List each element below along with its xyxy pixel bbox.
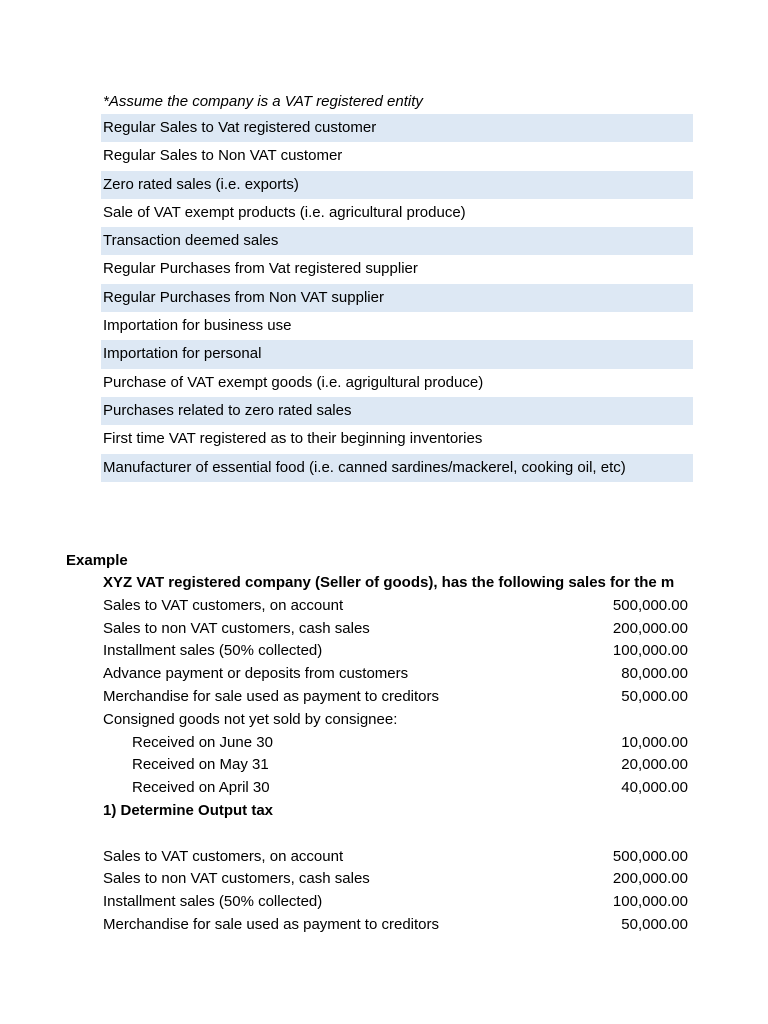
vat-transaction-row: Sale of VAT exempt products (i.e. agricultural produce) bbox=[103, 203, 466, 221]
sales-row bbox=[103, 618, 695, 641]
output-tax-row bbox=[103, 891, 695, 914]
consigned-row-amount: 40,000.00 bbox=[621, 779, 688, 797]
output-tax-row-label: Sales to non VAT customers, cash sales bbox=[103, 870, 370, 888]
output-tax-row-amount: 50,000.00 bbox=[621, 915, 688, 933]
output-tax-row-amount: 500,000.00 bbox=[612, 847, 688, 865]
sales-row bbox=[103, 686, 695, 709]
example-block bbox=[103, 572, 695, 937]
consigned-row-amount: 20,000.00 bbox=[621, 756, 688, 774]
example-intro bbox=[103, 572, 695, 595]
output-tax-row-label: Installment sales (50% collected) bbox=[103, 893, 323, 911]
vat-transaction-row: Transaction deemed sales bbox=[101, 227, 693, 255]
output-tax-row-label: Merchandise for sale used as payment to creditors bbox=[103, 915, 439, 933]
question-heading bbox=[103, 800, 695, 823]
example-heading: Example bbox=[66, 552, 128, 569]
sales-row-label: Merchandise for sale used as payment to creditors bbox=[103, 687, 439, 705]
sales-row-amount: 80,000.00 bbox=[621, 665, 688, 683]
consigned-row bbox=[103, 732, 695, 755]
vat-transaction-row: Importation for personal bbox=[101, 340, 693, 368]
spacer-row bbox=[103, 823, 695, 846]
consigned-row bbox=[103, 777, 695, 800]
vat-transaction-row: Regular Sales to Non VAT customer bbox=[103, 147, 343, 165]
vat-transaction-row: Importation for business use bbox=[103, 317, 292, 335]
vat-transaction-list bbox=[101, 114, 693, 482]
sales-row bbox=[103, 663, 695, 686]
sales-row-label: Sales to VAT customers, on account bbox=[103, 596, 344, 614]
vat-transaction-row: Regular Purchases from Non VAT supplier bbox=[101, 284, 693, 312]
output-tax-row bbox=[103, 868, 695, 891]
question-heading-text: 1) Determine Output tax bbox=[103, 801, 274, 819]
sales-row-amount: 200,000.00 bbox=[612, 619, 688, 637]
consigned-row-label: Received on June 30 bbox=[132, 733, 273, 751]
vat-transaction-row: Purchase of VAT exempt goods (i.e. agrigultural produce) bbox=[103, 373, 484, 391]
consigned-heading-label: Consigned goods not yet sold by consignee: bbox=[103, 710, 398, 728]
consigned-row bbox=[103, 754, 695, 777]
sales-row-amount: 500,000.00 bbox=[612, 596, 688, 614]
vat-transaction-row: Manufacturer of essential food (i.e. canned sardines/mackerel, cooking oil, etc) bbox=[101, 454, 693, 482]
vat-transaction-row: Purchases related to zero rated sales bbox=[101, 397, 693, 425]
consigned-row-amount: 10,000.00 bbox=[621, 733, 688, 751]
sales-row-label: Installment sales (50% collected) bbox=[103, 642, 323, 660]
vat-assumption-note: *Assume the company is a VAT registered entity bbox=[103, 93, 423, 110]
sales-row bbox=[103, 640, 695, 663]
vat-transaction-row: First time VAT registered as to their beginning inventories bbox=[103, 430, 483, 448]
example-intro-text: XYZ VAT registered company (Seller of goods), has the following sales for the m bbox=[103, 574, 675, 591]
sales-row-label: Sales to non VAT customers, cash sales bbox=[103, 619, 370, 637]
consigned-heading bbox=[103, 709, 695, 732]
sales-row-label: Advance payment or deposits from customers bbox=[103, 665, 409, 683]
vat-transaction-row: Regular Sales to Vat registered customer bbox=[101, 114, 693, 142]
consigned-row-label: Received on May 31 bbox=[132, 756, 269, 774]
output-tax-row bbox=[103, 846, 695, 869]
consigned-row-label: Received on April 30 bbox=[132, 779, 270, 797]
sales-row bbox=[103, 595, 695, 618]
output-tax-row-amount: 100,000.00 bbox=[612, 893, 688, 911]
output-tax-row bbox=[103, 914, 695, 937]
vat-transaction-row: Regular Purchases from Vat registered supplier bbox=[103, 260, 418, 278]
output-tax-row-label: Sales to VAT customers, on account bbox=[103, 847, 344, 865]
sales-row-amount: 100,000.00 bbox=[612, 642, 688, 660]
sales-row-amount: 50,000.00 bbox=[621, 687, 688, 705]
output-tax-row-amount: 200,000.00 bbox=[612, 870, 688, 888]
vat-transaction-row: Zero rated sales (i.e. exports) bbox=[101, 171, 693, 199]
